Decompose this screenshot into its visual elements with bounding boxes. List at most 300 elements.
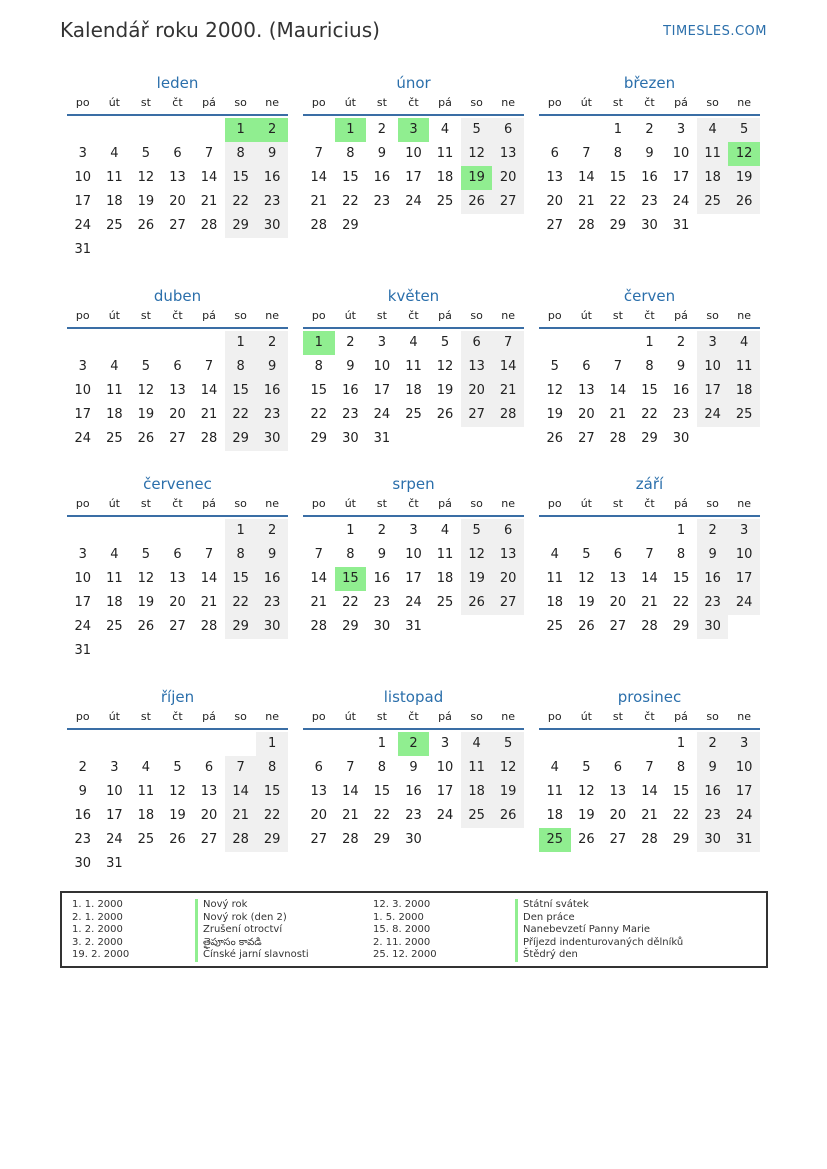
day-cell: 10 — [728, 543, 760, 567]
day-cell: 12 — [137, 571, 155, 586]
month-4 — [67, 285, 288, 451]
day-cell: 3 — [728, 519, 760, 543]
weekday-label: pá — [674, 96, 688, 109]
day-cell: 14 — [609, 383, 627, 398]
empty-cell — [193, 118, 225, 142]
day-cell: 9 — [256, 142, 288, 166]
day-cell: 26 — [578, 832, 595, 847]
day-cell: 20 — [546, 194, 564, 209]
day-cell: 20 — [492, 567, 524, 591]
day-cell: 18 — [436, 571, 454, 586]
day-cell: 29 — [641, 431, 658, 446]
day-cell: 1 — [613, 122, 623, 137]
day-cell: 28 — [641, 619, 658, 634]
day-cell: 18 — [137, 808, 155, 823]
day-cell: 31 — [74, 242, 92, 257]
day-cell: 28 — [310, 218, 328, 233]
empty-cell — [335, 732, 367, 756]
weekday-label: st — [612, 96, 623, 109]
day-cell: 15 — [609, 170, 627, 185]
day-cell: 4 — [110, 547, 119, 562]
month-name: červenec — [143, 475, 212, 493]
weekday-label: po — [75, 309, 90, 322]
day-cell: 20 — [578, 407, 595, 422]
holiday-day-cell: 25 — [539, 828, 571, 852]
day-cell: 3 — [78, 359, 87, 374]
weekday-label: po — [547, 309, 562, 322]
day-cell: 26 — [137, 431, 155, 446]
day-cell: 20 — [310, 808, 328, 823]
day-cell: 11 — [106, 571, 123, 586]
day-cell: 3 — [676, 122, 686, 137]
weekday-label: po — [547, 96, 562, 109]
holiday-legend — [60, 891, 768, 968]
weekday-header — [67, 708, 288, 730]
day-cell: 16 — [373, 170, 391, 185]
weekday-label: so — [470, 497, 483, 510]
day-cell: 21 — [342, 808, 359, 823]
day-cell: 15 — [225, 379, 257, 403]
weekday-label: čt — [408, 309, 419, 322]
day-cell: 25 — [106, 619, 123, 634]
day-cell: 28 — [342, 832, 359, 847]
weekday-label: čt — [644, 497, 655, 510]
days-grid — [539, 732, 760, 852]
holiday-day-cell: 1 — [303, 331, 335, 355]
day-cell: 17 — [74, 407, 92, 422]
day-cell: 21 — [609, 407, 627, 422]
day-cell: 19 — [461, 567, 493, 591]
weekday-label: so — [234, 497, 247, 510]
day-cell: 14 — [492, 355, 524, 379]
empty-cell — [539, 118, 571, 142]
day-cell: 8 — [225, 142, 257, 166]
holiday-day-cell: 2 — [256, 118, 288, 142]
empty-cell — [193, 331, 225, 355]
day-cell: 2 — [346, 335, 355, 350]
day-cell: 15 — [256, 780, 288, 804]
weekday-label: út — [108, 96, 120, 109]
weekday-label: st — [140, 96, 151, 109]
day-cell: 9 — [377, 146, 387, 161]
day-cell: 3 — [440, 736, 450, 751]
weekday-label: ne — [501, 710, 516, 723]
day-cell: 22 — [225, 190, 257, 214]
weekday-label: so — [706, 710, 719, 723]
weekday-label: út — [108, 497, 120, 510]
day-cell: 18 — [728, 379, 760, 403]
legend-dates-col-1 — [72, 899, 129, 962]
legend-holiday-name: Nový rok — [195, 899, 309, 912]
day-cell: 5 — [582, 760, 591, 775]
day-cell: 6 — [492, 519, 524, 543]
day-cell: 27 — [200, 832, 218, 847]
weekday-label: pá — [674, 710, 688, 723]
month-name: leden — [156, 74, 199, 92]
weekday-label: čt — [172, 710, 183, 723]
day-cell: 5 — [461, 118, 493, 142]
day-cell: 20 — [169, 595, 186, 610]
day-cell: 14 — [342, 784, 359, 799]
weekday-label: út — [580, 309, 592, 322]
day-cell: 23 — [373, 194, 391, 209]
day-cell: 27 — [461, 403, 493, 427]
weekday-label: po — [75, 710, 90, 723]
day-cell: 17 — [106, 808, 123, 823]
day-cell: 6 — [492, 118, 524, 142]
day-cell: 18 — [106, 407, 123, 422]
legend-names-col-1 — [195, 899, 309, 962]
day-cell: 8 — [676, 547, 686, 562]
weekday-label: so — [706, 96, 719, 109]
day-cell: 5 — [141, 359, 151, 374]
weekday-label: po — [547, 710, 562, 723]
day-cell: 31 — [74, 643, 92, 658]
holiday-day-cell: 1 — [335, 118, 367, 142]
day-cell: 20 — [461, 379, 493, 403]
weekday-header — [303, 708, 524, 730]
day-cell: 23 — [405, 808, 422, 823]
month-8 — [303, 473, 524, 639]
day-cell: 6 — [582, 359, 591, 374]
month-5 — [303, 285, 524, 451]
holiday-day-cell: 19 — [461, 166, 493, 190]
day-cell: 8 — [613, 146, 623, 161]
weekday-label: so — [234, 309, 247, 322]
legend-names-col-2 — [515, 899, 683, 962]
day-cell: 17 — [672, 170, 690, 185]
empty-cell — [602, 519, 634, 543]
brand-link[interactable]: TIMESLES.COM — [663, 24, 767, 39]
empty-cell — [67, 519, 99, 543]
day-cell: 8 — [256, 756, 288, 780]
weekday-header — [539, 708, 760, 730]
day-cell: 27 — [169, 619, 186, 634]
day-cell: 21 — [641, 595, 658, 610]
day-cell: 28 — [641, 832, 658, 847]
day-cell: 15 — [672, 571, 690, 586]
day-cell: 18 — [461, 780, 493, 804]
weekday-label: pá — [438, 96, 452, 109]
day-cell: 16 — [672, 383, 690, 398]
day-cell: 14 — [310, 571, 328, 586]
day-cell: 12 — [461, 142, 493, 166]
day-cell: 5 — [141, 146, 151, 161]
empty-cell — [67, 732, 99, 756]
day-cell: 9 — [676, 359, 686, 374]
day-cell: 24 — [728, 804, 760, 828]
holiday-day-cell: 1 — [225, 118, 257, 142]
day-cell: 18 — [697, 166, 729, 190]
day-cell: 26 — [461, 190, 493, 214]
day-cell: 6 — [613, 547, 623, 562]
day-cell: 3 — [377, 335, 387, 350]
empty-cell — [130, 732, 162, 756]
day-cell: 16 — [373, 571, 391, 586]
day-cell: 11 — [546, 784, 564, 799]
day-cell: 9 — [78, 784, 87, 799]
day-cell: 16 — [697, 780, 729, 804]
day-cell: 21 — [200, 407, 218, 422]
weekday-label: po — [547, 497, 562, 510]
weekday-label: st — [140, 710, 151, 723]
day-cell: 29 — [225, 427, 257, 451]
day-cell: 7 — [314, 547, 323, 562]
day-cell: 7 — [645, 760, 654, 775]
day-cell: 11 — [405, 359, 422, 374]
day-cell: 16 — [256, 166, 288, 190]
weekday-label: ne — [265, 96, 280, 109]
day-cell: 13 — [461, 355, 493, 379]
days-grid — [303, 732, 524, 852]
day-cell: 26 — [436, 407, 454, 422]
day-cell: 19 — [436, 383, 454, 398]
weekday-label: st — [376, 710, 387, 723]
day-cell: 12 — [169, 784, 186, 799]
day-cell: 1 — [676, 523, 686, 538]
legend-holiday-name: Zrušení otroctví — [195, 924, 309, 937]
day-cell: 29 — [609, 218, 627, 233]
day-cell: 12 — [436, 359, 454, 374]
day-cell: 15 — [672, 784, 690, 799]
day-cell: 5 — [492, 732, 524, 756]
day-cell: 14 — [641, 571, 658, 586]
day-cell: 19 — [728, 166, 760, 190]
weekday-header — [67, 94, 288, 116]
day-cell: 27 — [546, 218, 564, 233]
day-cell: 9 — [256, 543, 288, 567]
day-cell: 27 — [578, 431, 595, 446]
day-cell: 4 — [440, 523, 450, 538]
day-cell: 20 — [492, 166, 524, 190]
day-cell: 1 — [645, 335, 654, 350]
day-cell: 3 — [409, 523, 418, 538]
day-cell: 18 — [106, 595, 123, 610]
day-cell: 30 — [697, 615, 729, 639]
empty-cell — [539, 331, 571, 355]
weekday-label: so — [470, 309, 483, 322]
empty-cell — [634, 519, 666, 543]
weekday-header — [67, 495, 288, 517]
month-name: květen — [387, 287, 440, 305]
day-cell: 22 — [342, 595, 359, 610]
legend-holiday-name: Příjezd indenturovaných dělníků — [515, 937, 683, 950]
day-cell: 22 — [256, 804, 288, 828]
day-cell: 13 — [578, 383, 595, 398]
day-cell: 1 — [676, 736, 686, 751]
day-cell: 1 — [346, 523, 355, 538]
weekday-label: ne — [501, 96, 516, 109]
empty-cell — [539, 732, 571, 756]
weekday-label: pá — [202, 497, 216, 510]
weekday-label: pá — [202, 96, 216, 109]
day-cell: 13 — [169, 571, 186, 586]
day-cell: 19 — [169, 808, 186, 823]
day-cell: 30 — [256, 427, 288, 451]
empty-cell — [303, 519, 335, 543]
day-cell: 26 — [728, 190, 760, 214]
weekday-label: pá — [674, 309, 688, 322]
day-cell: 10 — [697, 355, 729, 379]
weekday-label: pá — [202, 710, 216, 723]
weekday-label: pá — [438, 710, 452, 723]
legend-date: 1. 2. 2000 — [72, 924, 123, 935]
day-cell: 19 — [578, 808, 595, 823]
day-cell: 22 — [225, 403, 257, 427]
day-cell: 30 — [641, 218, 658, 233]
weekday-label: čt — [408, 96, 419, 109]
day-cell: 4 — [409, 335, 418, 350]
day-cell: 2 — [697, 732, 729, 756]
day-cell: 2 — [377, 122, 387, 137]
day-cell: 28 — [310, 619, 328, 634]
weekday-label: út — [344, 309, 356, 322]
day-cell: 27 — [492, 190, 524, 214]
day-cell: 26 — [169, 832, 186, 847]
empty-cell — [162, 519, 194, 543]
day-cell: 19 — [137, 194, 155, 209]
day-cell: 7 — [492, 331, 524, 355]
day-cell: 30 — [342, 431, 359, 446]
day-cell: 2 — [676, 335, 686, 350]
day-cell: 7 — [225, 756, 257, 780]
day-cell: 30 — [697, 828, 729, 852]
day-cell: 5 — [582, 547, 591, 562]
legend-date: 15. 8. 2000 — [373, 924, 431, 935]
day-cell: 18 — [405, 383, 422, 398]
day-cell: 15 — [342, 170, 359, 185]
empty-cell — [162, 331, 194, 355]
day-cell: 25 — [728, 403, 760, 427]
day-cell: 21 — [310, 194, 328, 209]
day-cell: 8 — [346, 146, 355, 161]
day-cell: 12 — [461, 543, 493, 567]
day-cell: 25 — [697, 190, 729, 214]
month-10 — [67, 686, 288, 876]
day-cell: 14 — [310, 170, 328, 185]
day-cell: 26 — [137, 619, 155, 634]
weekday-label: po — [311, 96, 326, 109]
legend-dates-col-2 — [373, 899, 437, 962]
weekday-label: út — [580, 96, 592, 109]
empty-cell — [162, 732, 194, 756]
day-cell: 16 — [342, 383, 359, 398]
day-cell: 5 — [550, 359, 559, 374]
weekday-label: ne — [265, 497, 280, 510]
day-cell: 2 — [256, 519, 288, 543]
day-cell: 19 — [546, 407, 564, 422]
legend-holiday-name: Nanebevzetí Panny Marie — [515, 924, 683, 937]
day-cell: 20 — [609, 808, 627, 823]
month-3 — [539, 72, 760, 238]
day-cell: 9 — [697, 543, 729, 567]
day-cell: 2 — [256, 331, 288, 355]
month-name: červen — [623, 287, 676, 305]
day-cell: 12 — [578, 571, 595, 586]
day-cell: 15 — [373, 784, 391, 799]
day-cell: 31 — [728, 828, 760, 852]
legend-date: 3. 2. 2000 — [72, 936, 123, 948]
day-cell: 6 — [204, 760, 214, 775]
day-cell: 12 — [492, 756, 524, 780]
day-cell: 2 — [697, 519, 729, 543]
day-cell: 21 — [200, 194, 218, 209]
day-cell: 21 — [641, 808, 658, 823]
day-cell: 31 — [373, 431, 391, 446]
weekday-label: st — [612, 497, 623, 510]
day-cell: 4 — [110, 146, 119, 161]
day-cell: 14 — [641, 784, 658, 799]
month-name: září — [635, 475, 664, 493]
day-cell: 5 — [173, 760, 182, 775]
day-cell: 30 — [405, 832, 422, 847]
day-cell: 21 — [200, 595, 218, 610]
day-cell: 14 — [200, 383, 218, 398]
day-cell: 7 — [613, 359, 623, 374]
day-cell: 29 — [342, 619, 359, 634]
day-cell: 6 — [613, 760, 623, 775]
day-cell: 4 — [440, 122, 450, 137]
day-cell: 1 — [256, 732, 288, 756]
day-cell: 13 — [169, 170, 186, 185]
legend-holiday-name: Den práce — [515, 912, 683, 925]
weekday-label: st — [140, 497, 151, 510]
weekday-label: pá — [674, 497, 688, 510]
day-cell: 3 — [697, 331, 729, 355]
day-cell: 30 — [256, 615, 288, 639]
day-cell: 26 — [578, 619, 595, 634]
month-6 — [539, 285, 760, 451]
day-cell: 13 — [310, 784, 328, 799]
day-cell: 25 — [546, 619, 564, 634]
day-cell: 21 — [225, 804, 257, 828]
weekday-label: so — [234, 96, 247, 109]
days-grid — [539, 519, 760, 639]
day-cell: 4 — [141, 760, 151, 775]
day-cell: 24 — [74, 619, 92, 634]
day-cell: 7 — [204, 359, 214, 374]
empty-cell — [225, 732, 257, 756]
day-cell: 20 — [200, 808, 218, 823]
day-cell: 15 — [310, 383, 328, 398]
weekday-label: ne — [501, 309, 516, 322]
holiday-day-cell: 3 — [398, 118, 430, 142]
day-cell: 2 — [377, 523, 387, 538]
day-cell: 20 — [169, 407, 186, 422]
weekday-label: st — [612, 309, 623, 322]
day-cell: 9 — [645, 146, 654, 161]
day-cell: 9 — [256, 355, 288, 379]
weekday-header — [303, 307, 524, 329]
month-7 — [67, 473, 288, 663]
month-name: březen — [623, 74, 676, 92]
weekday-label: čt — [408, 497, 419, 510]
day-cell: 6 — [173, 359, 182, 374]
day-cell: 10 — [74, 170, 92, 185]
day-cell: 9 — [697, 756, 729, 780]
day-cell: 11 — [137, 784, 155, 799]
day-cell: 4 — [461, 732, 493, 756]
weekday-label: čt — [172, 497, 183, 510]
day-cell: 8 — [225, 543, 257, 567]
day-cell: 13 — [492, 142, 524, 166]
day-cell: 31 — [672, 218, 690, 233]
day-cell: 1 — [377, 736, 387, 751]
day-cell: 27 — [169, 431, 186, 446]
day-cell: 22 — [672, 595, 690, 610]
day-cell: 30 — [373, 619, 391, 634]
day-cell: 17 — [405, 571, 422, 586]
